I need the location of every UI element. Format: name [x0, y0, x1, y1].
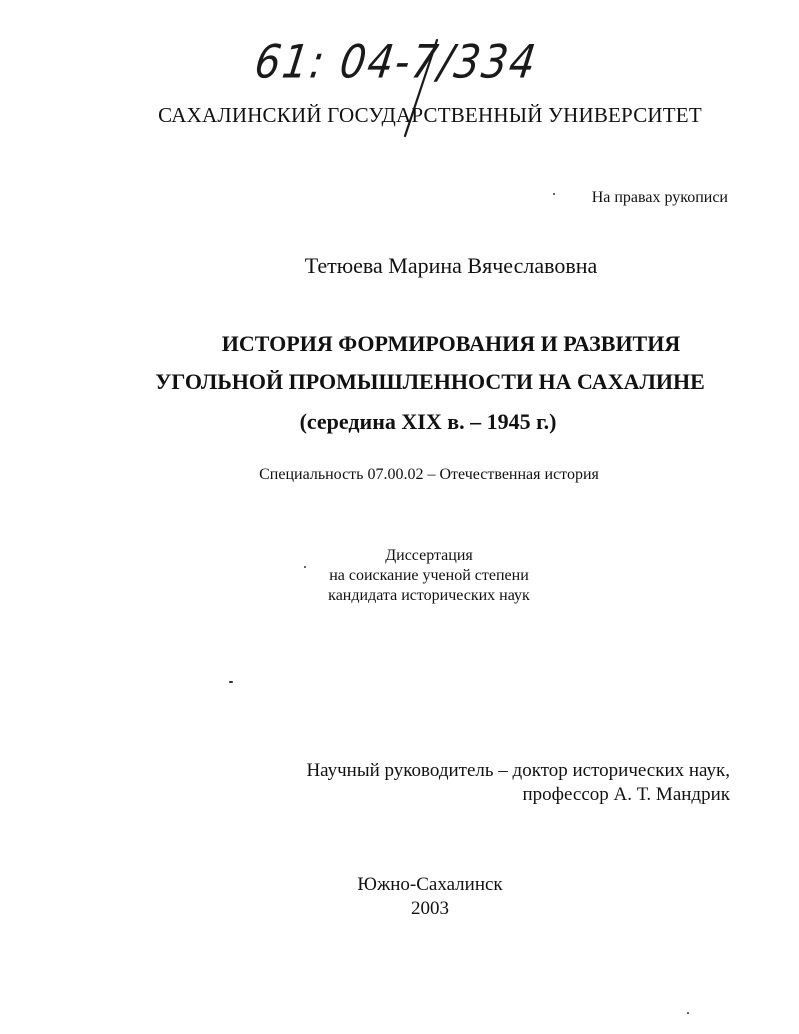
author-name: Тетюева Марина Вячеславовна: [304, 253, 598, 278]
supervisor-line-2: профессор А. Т. Мандрик: [522, 784, 730, 805]
place-and-year: [0, 873, 799, 921]
scan-speck: [304, 566, 306, 568]
rights-notice: На правах рукописи: [591, 189, 728, 206]
title-line-3: (середина XIX в. – 1945 г.): [299, 409, 557, 434]
supervisor-line-1: Научный руководитель – доктор исторических наук,: [306, 760, 730, 781]
title-line-2: УГОЛЬНОЙ ПРОМЫШЛЕННОСТИ НА САХАЛИНЕ: [155, 369, 705, 394]
scan-speck: [687, 1012, 689, 1014]
dissertation-line-3: кандидата исторических наук: [328, 587, 530, 604]
title-line-1: ИСТОРИЯ ФОРМИРОВАНИЯ И РАЗВИТИЯ: [221, 331, 681, 356]
scan-speck: [553, 193, 555, 195]
dissertation-block: [0, 546, 799, 606]
scan-speck: [229, 681, 233, 683]
dissertation-line-1: Диссертация: [385, 547, 473, 564]
university-name: САХАЛИНСКИЙ ГОСУДАРСТВЕННЫЙ УНИВЕРСИТЕТ: [158, 103, 702, 127]
supervisor-block: [306, 759, 730, 807]
specialty: Специальность 07.00.02 – Отечественная история: [259, 466, 599, 483]
year: 2003: [411, 898, 449, 919]
city: Южно-Сахалинск: [357, 874, 503, 895]
handwritten-note-text: 61: 04-7/334: [251, 36, 541, 89]
dissertation-line-2: на соискание ученой степени: [329, 567, 529, 584]
